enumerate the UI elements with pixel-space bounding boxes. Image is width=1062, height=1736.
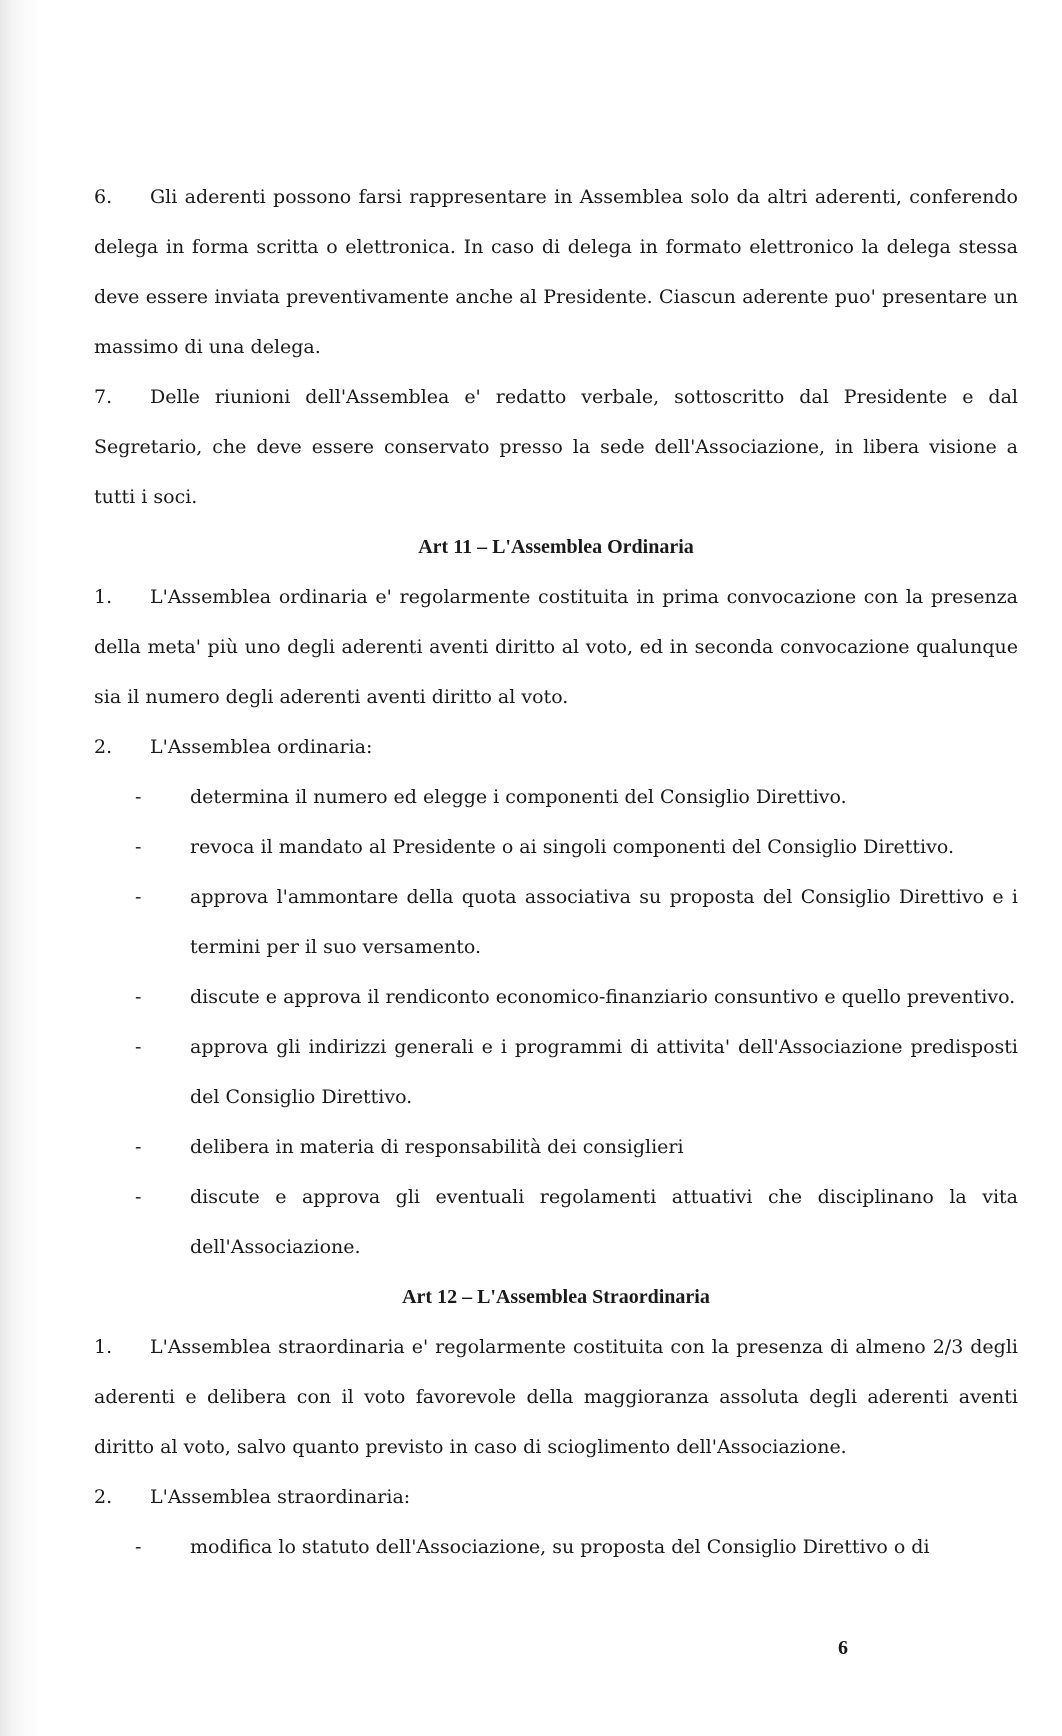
art-11-bullet xyxy=(94,1122,1018,1172)
bullet-dash: - xyxy=(135,986,142,1008)
art-11-bullet xyxy=(94,822,1018,872)
art-11-paragraph-2 xyxy=(94,722,1018,772)
bullet-text: determina il numero ed elegge i componenti del Consiglio Direttivo. xyxy=(190,786,847,808)
bullet-text: discute e approva gli eventuali regolamenti attuativi che disciplinano la vita dell'Associazione. xyxy=(190,1186,1018,1258)
bullet-dash: - xyxy=(135,836,142,858)
bullet-dash: - xyxy=(135,1136,142,1158)
paragraph-number: 1. xyxy=(94,1336,113,1358)
bullet-text: approva l'ammontare della quota associativa su proposta del Consiglio Direttivo e i termini per il suo versamento. xyxy=(190,886,1018,958)
paragraph-7 xyxy=(94,372,1018,522)
bullet-text: revoca il mandato al Presidente o ai singoli componenti del Consiglio Direttivo. xyxy=(190,836,954,858)
art-11-bullet xyxy=(94,772,1018,822)
bullet-text: delibera in materia di responsabilità dei consiglieri xyxy=(190,1136,684,1158)
paragraph-text: Gli aderenti possono farsi rappresentare in Assemblea solo da altri aderenti, conferendo delega in forma scritta o elettronica. In caso di delega in formato elettronico la delega stessa deve essere inviata preventivamente anche al Presidente. Ciascun aderente puo' presentare un massimo di una delega. xyxy=(94,186,1018,358)
bullet-dash: - xyxy=(135,786,142,808)
bullet-dash: - xyxy=(135,1536,142,1558)
art-12-paragraph-2 xyxy=(94,1472,1018,1522)
bullet-text: approva gli indirizzi generali e i programmi di attivita' dell'Associazione predisposti del Consiglio Direttivo. xyxy=(190,1036,1018,1108)
art-11-bullet xyxy=(94,972,1018,1022)
bullet-text: discute e approva il rendiconto economico-finanziario consuntivo e quello preventivo. xyxy=(190,986,1016,1008)
art-12-heading: Art 12 – L'Assemblea Straordinaria xyxy=(402,1286,710,1308)
art-12-bullet xyxy=(94,1522,1018,1572)
paragraph-number: 7. xyxy=(94,386,113,408)
paragraph-text: L'Assemblea straordinaria e' regolarmente costituita con la presenza di almeno 2/3 degli aderenti e delibera con il voto favorevole della maggioranza assoluta degli aderenti aventi diritto al voto, salvo quanto previsto in caso di scioglimento dell'Associazione. xyxy=(94,1336,1018,1458)
paragraph-text: L'Assemblea ordinaria e' regolarmente costituita in prima convocazione con la presenza della meta' più uno degli aderenti aventi diritto al voto, ed in seconda convocazione qualunque sia il numero degli aderenti aventi diritto al voto. xyxy=(94,586,1018,708)
bullet-dash: - xyxy=(135,1036,142,1058)
paragraph-number: 2. xyxy=(94,1486,113,1508)
paragraph-number: 6. xyxy=(94,186,113,208)
art-11-bullet xyxy=(94,872,1018,972)
art-11-bullet xyxy=(94,1022,1018,1122)
paragraph-text: Delle riunioni dell'Assemblea e' redatto verbale, sottoscritto dal Presidente e dal Segretario, che deve essere conservato presso la sede dell'Associazione, in libera visione a tutti i soci. xyxy=(94,386,1018,508)
paragraph-text: L'Assemblea ordinaria: xyxy=(150,736,373,758)
document-body xyxy=(94,172,1018,1572)
art-11-heading: Art 11 – L'Assemblea Ordinaria xyxy=(418,536,694,558)
bullet-dash: - xyxy=(135,886,142,908)
paragraph-6 xyxy=(94,172,1018,372)
art-12-paragraph-1 xyxy=(94,1322,1018,1472)
bullet-dash: - xyxy=(135,1186,142,1208)
art-11-paragraph-1 xyxy=(94,572,1018,722)
paragraph-text: L'Assemblea straordinaria: xyxy=(150,1486,411,1508)
page-number: 6 xyxy=(838,1637,848,1659)
art-11-bullet xyxy=(94,1172,1018,1272)
paragraph-number: 1. xyxy=(94,586,113,608)
paragraph-number: 2. xyxy=(94,736,113,758)
bullet-text: modifica lo statuto dell'Associazione, su proposta del Consiglio Direttivo o di xyxy=(190,1536,930,1558)
